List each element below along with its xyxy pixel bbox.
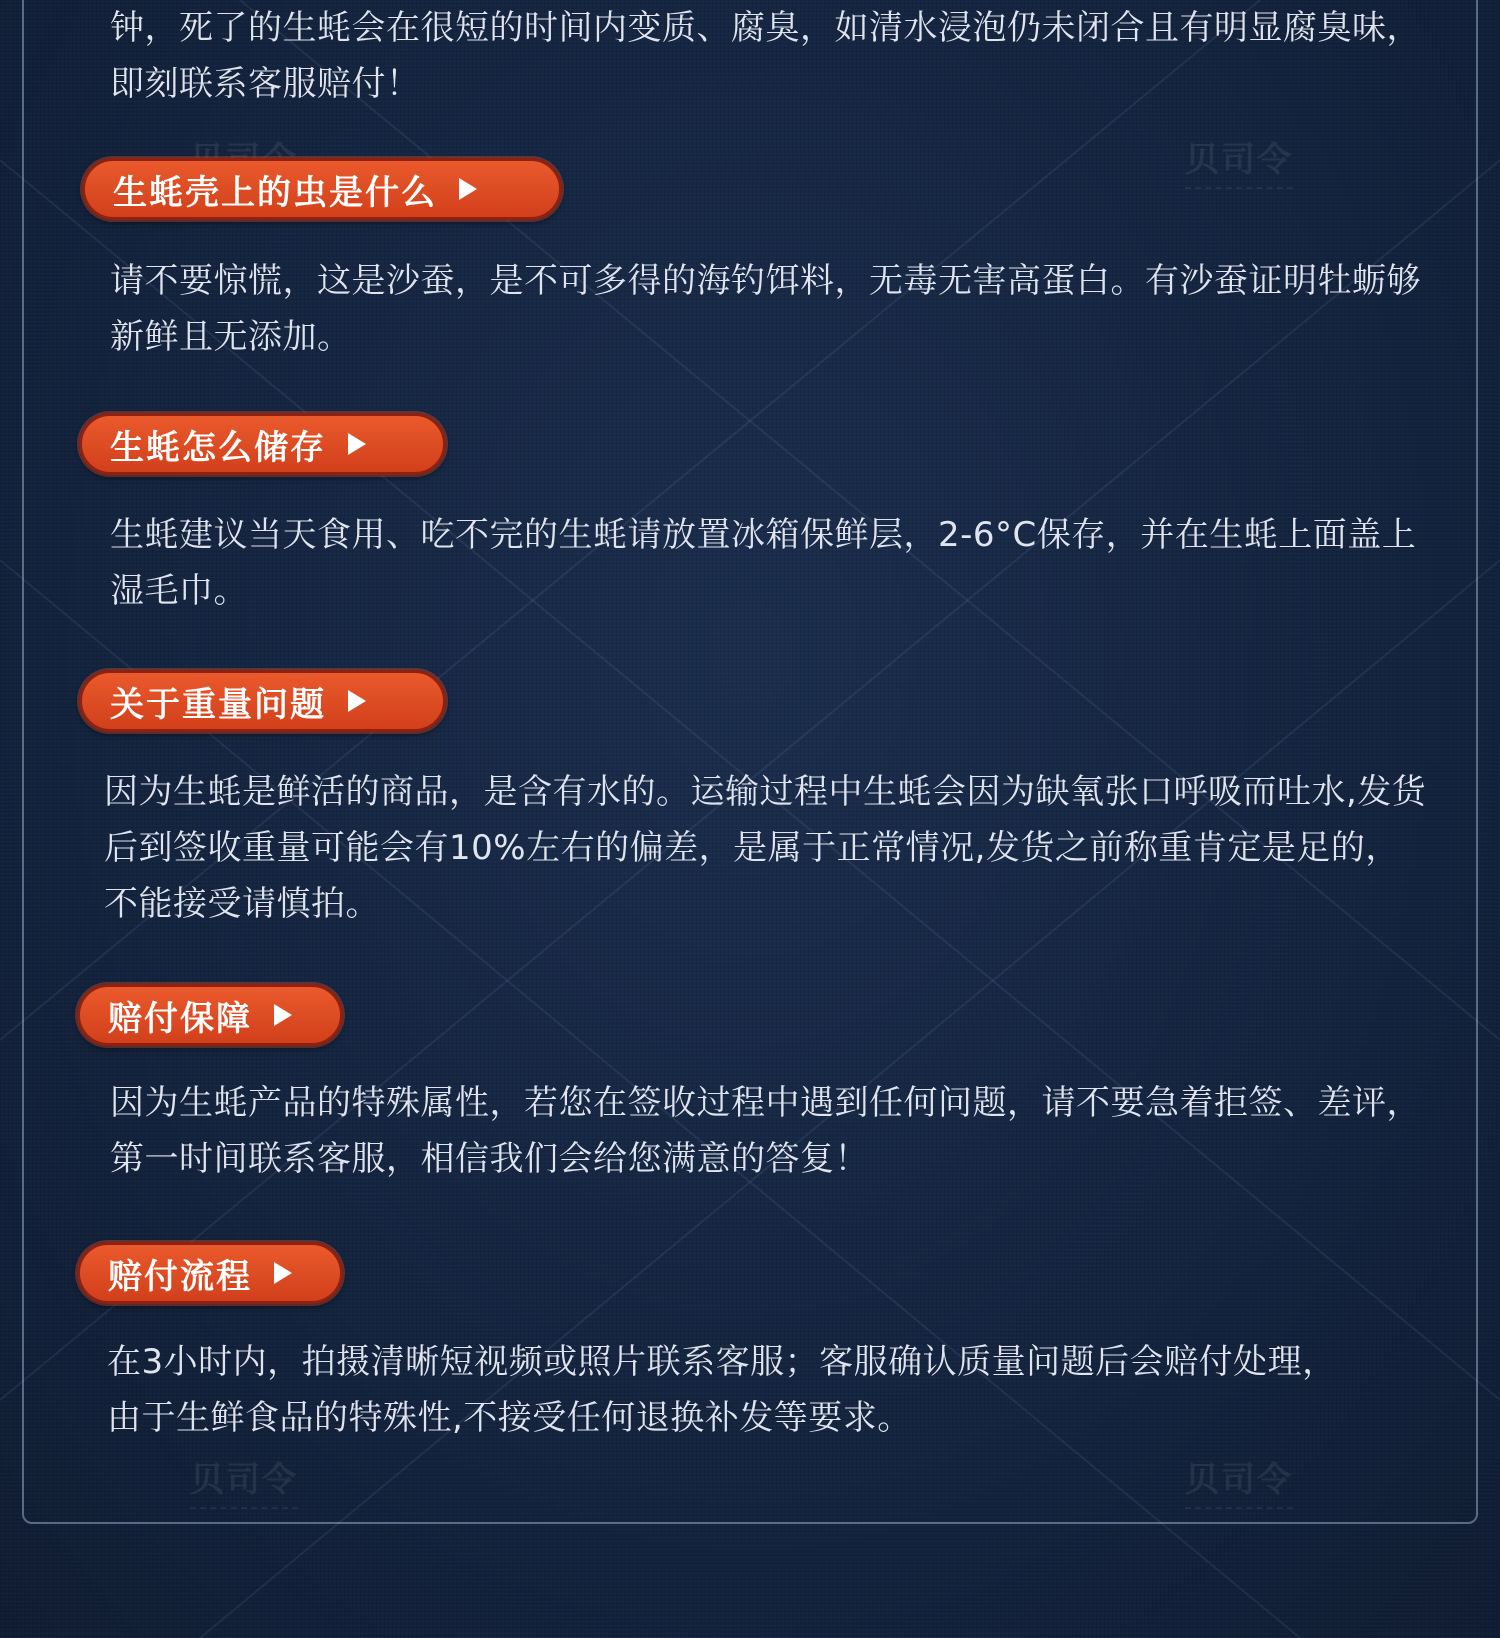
section-heading-text: 赔付保障 <box>108 998 252 1039</box>
section-body-oyster-worms: 请不要惊慌，这是沙蚕，是不可多得的海钓饵料，无毒无害高蛋白。有沙蚕证明牡蛎够新鲜且无添加。 <box>110 261 1421 357</box>
section-heading-oyster-worms <box>82 158 562 220</box>
section-heading-text: 赔付流程 <box>108 1256 252 1297</box>
intro-paragraph: 钟，死了的生蚝会在很短的时间内变质、腐臭，如清水浸泡仍未闭合且有明显腐臭味，即刻联系客服赔付！ <box>110 8 1421 104</box>
play-triangle-icon <box>274 1262 292 1284</box>
watermark-underline <box>190 1507 298 1512</box>
watermark-text: 贝司令 <box>1185 1460 1293 1500</box>
play-triangle-icon <box>348 433 366 455</box>
watermark-logo <box>1185 1452 1293 1512</box>
section-body-compensation-guarantee: 因为生蚝产品的特殊属性，若您在签收过程中遇到任何问题，请不要急着拒签、差评，第一时间联系客服，相信我们会给您满意的答复！ <box>110 1083 1421 1179</box>
section-heading-text: 生蚝怎么储存 <box>110 427 326 468</box>
section-heading-storage <box>79 413 446 475</box>
section-body-compensation-process: 在3小时内，拍摄清晰短视频或照片联系客服；客服确认质量问题后会赔付处理，由于生鲜食品的特殊性,不接受任何退换补发等要求。 <box>107 1342 1337 1438</box>
watermark-underline <box>1185 187 1293 192</box>
section-heading-text: 生蚝壳上的虫是什么 <box>113 172 437 213</box>
section-body-storage: 生蚝建议当天食用、吃不完的生蚝请放置冰箱保鲜层，2-6°C保存，并在生蚝上面盖上湿毛巾。 <box>110 515 1417 611</box>
play-triangle-icon <box>348 690 366 712</box>
watermark-underline <box>1185 1507 1293 1512</box>
watermark-text: 贝司令 <box>1185 140 1293 180</box>
watermark-logo <box>1185 132 1293 192</box>
watermark-logo <box>190 1452 298 1512</box>
section-heading-text: 关于重量问题 <box>110 684 326 725</box>
section-heading-compensation-guarantee <box>77 984 343 1046</box>
section-heading-weight <box>79 670 446 732</box>
watermark-text: 贝司令 <box>190 1460 298 1500</box>
play-triangle-icon <box>274 1004 292 1026</box>
section-body-weight: 因为生蚝是鲜活的商品，是含有水的。运输过程中生蚝会因为缺氧张口呼吸而吐水,发货后到签收重量可能会有10%左右的偏差，是属于正常情况,发货之前称重肯定是足的，不能接受请慎拍。 <box>104 772 1427 924</box>
section-heading-compensation-process <box>77 1242 343 1304</box>
play-triangle-icon <box>459 178 477 200</box>
